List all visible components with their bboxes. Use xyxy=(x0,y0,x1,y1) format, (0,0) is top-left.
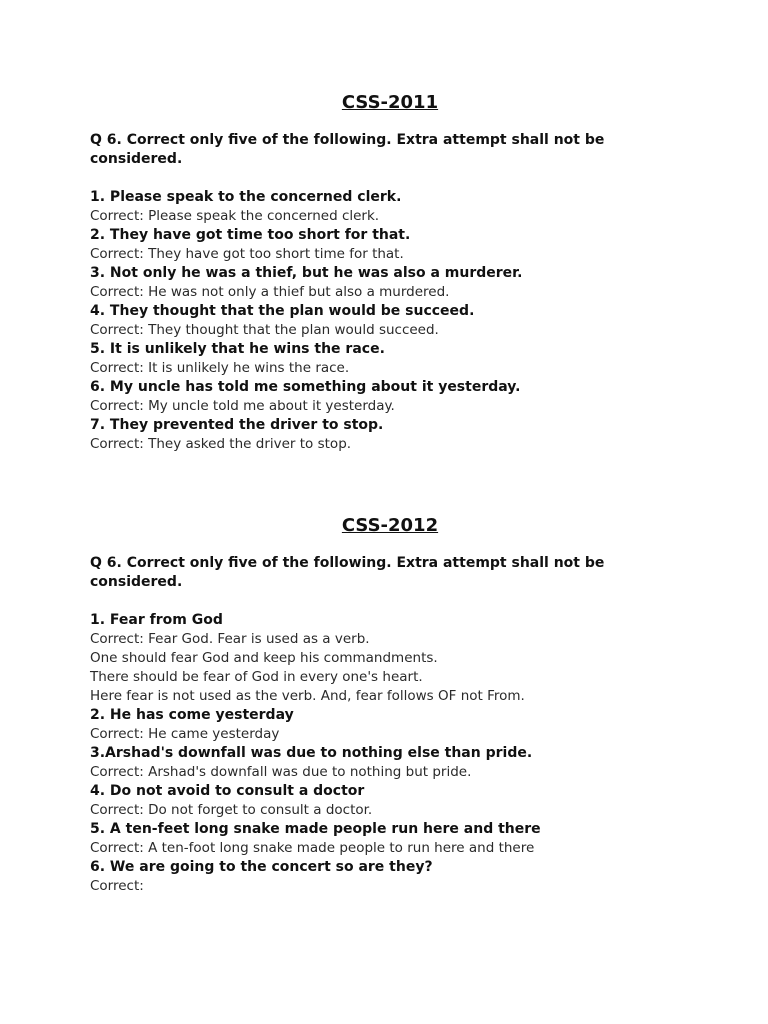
section-css-2012 xyxy=(90,515,690,896)
incorrect-sentence: 6. We are going to the concert so are they? xyxy=(90,859,433,875)
correction-text: Correct: Fear God. Fear is used as a verb. xyxy=(90,631,370,647)
question-prompt: Q 6. Correct only five of the following. Extra attempt shall not be considered. xyxy=(90,555,605,590)
correction-text: Correct: They asked the driver to stop. xyxy=(90,436,352,452)
incorrect-sentence: 5. It is unlikely that he wins the race. xyxy=(90,341,385,357)
incorrect-sentence: 5. A ten-feet long snake made people run here and there xyxy=(90,821,541,837)
incorrect-sentence: 6. My uncle has told me something about it yesterday. xyxy=(90,379,521,395)
incorrect-sentence: 1. Fear from God xyxy=(90,612,223,628)
incorrect-sentence: 4. They thought that the plan would be succeed. xyxy=(90,303,475,319)
incorrect-sentence: 3. Not only he was a thief, but he was also a murderer. xyxy=(90,265,523,281)
correction-text: There should be fear of God in every one's heart. xyxy=(90,669,423,685)
incorrect-sentence: 3.Arshad's downfall was due to nothing else than pride. xyxy=(90,745,533,761)
correction-text: Correct: He was not only a thief but also a murdered. xyxy=(90,284,450,300)
incorrect-sentence: 1. Please speak to the concerned clerk. xyxy=(90,189,402,205)
correction-text: Correct: Do not forget to consult a doctor. xyxy=(90,802,373,818)
question-prompt: Q 6. Correct only five of the following. Extra attempt shall not be considered. xyxy=(90,132,605,167)
correction-text: Correct: My uncle told me about it yesterday. xyxy=(90,398,395,414)
correction-text: Correct: They thought that the plan would succeed. xyxy=(90,322,439,338)
correction-list xyxy=(90,188,690,454)
correction-text: One should fear God and keep his commandments. xyxy=(90,650,438,666)
incorrect-sentence: 7. They prevented the driver to stop. xyxy=(90,417,384,433)
correction-list xyxy=(90,611,690,896)
correction-text: Correct: A ten-foot long snake made people to run here and there xyxy=(90,840,535,856)
incorrect-sentence: 2. They have got time too short for that. xyxy=(90,227,411,243)
correction-text: Correct: It is unlikely he wins the race. xyxy=(90,360,350,376)
incorrect-sentence: 4. Do not avoid to consult a doctor xyxy=(90,783,365,799)
correction-text: Correct: He came yesterday xyxy=(90,726,280,742)
incorrect-sentence: 2. He has come yesterday xyxy=(90,707,294,723)
correction-text: Correct: Please speak the concerned clerk. xyxy=(90,208,380,224)
section-css-2011 xyxy=(90,92,690,454)
correction-text: Correct: xyxy=(90,878,144,894)
section-title: CSS-2012 xyxy=(341,515,439,536)
correction-text: Correct: Arshad's downfall was due to nothing but pride. xyxy=(90,764,472,780)
correction-text: Correct: They have got too short time for that. xyxy=(90,246,404,262)
correction-text: Here fear is not used as the verb. And, fear follows OF not From. xyxy=(90,688,525,704)
section-title: CSS-2011 xyxy=(341,92,439,113)
